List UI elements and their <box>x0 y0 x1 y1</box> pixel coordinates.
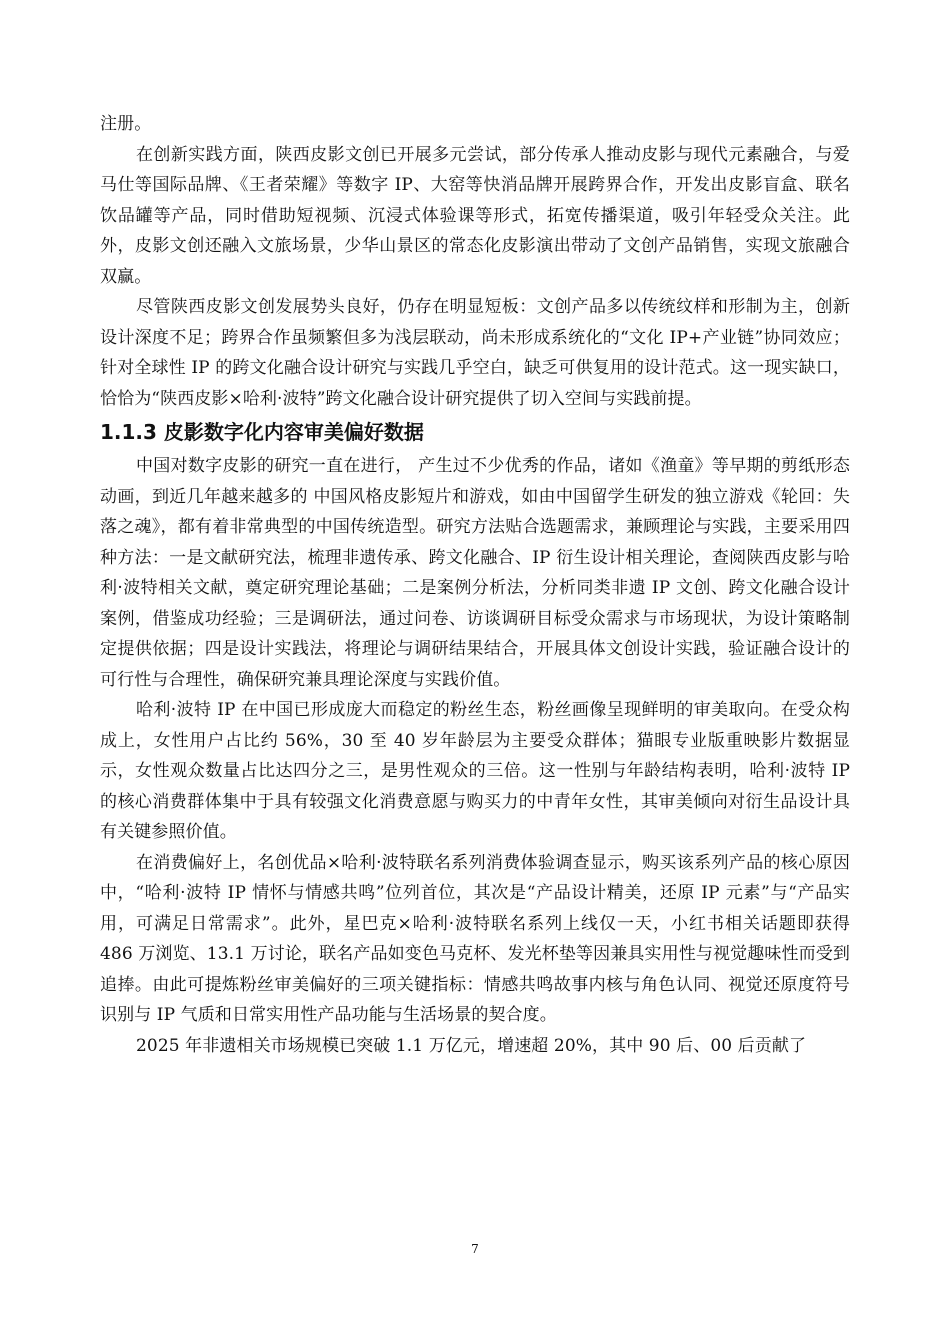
paragraph-market-size: 2025 年非遗相关市场规模已突破 1.1 万亿元，增速超 20%，其中 90 后、00 后贡献了 <box>136 1035 807 1056</box>
paragraph-innovation-practice: 在创新实践方面，陕西皮影文创已开展多元尝试，部分传承人推动皮影与现代元素融合，与爱马仕等国际品牌、《王者荣耀》等数字 IP、大窑等快消品牌开展跨界合作，开发出皮影盲盒、联名饮品罐等产品，同时借助短视频、沉浸式体验课等形式，拓宽传播渠道，吸引年轻受众关注。此外，皮影文创还融入文旅场景，少华山景区的常态化皮影演出带动了文创产品销售，实现文旅融合双赢。 <box>100 144 850 287</box>
paragraph-research-methods: 中国对数字皮影的研究一直在进行， 产生过不少优秀的作品，诸如《渔童》等早期的剪纸形态动画，到近几年越来越多的 中国风格皮影短片和游戏，如由中国留学生研发的独立游戏《轮回：失落之魂》，都有着非常典型的中国传统造型。研究方法贴合选题需求，兼顾理论与实践，主要采用四种方法：一是文献研究法，梳理非遗传承、跨文化融合、IP 衍生设计相关理论，查阅陕西皮影与哈利·波特相关文献，奠定研究理论基础；二是案例分析法，分析同类非遗 IP 文创、跨文化融合设计案例，借鉴成功经验；三是调研法，通过问卷、访谈调研目标受众需求与市场现状，为设计策略制定提供依据；四是设计实践法，将理论与调研结果结合，开展具体文创设计实践，验证融合设计的可行性与合理性，确保研究兼具理论深度与实践价值。 <box>100 456 850 690</box>
paragraph-shortcomings: 尽管陕西皮影文创发展势头良好，仍存在明显短板：文创产品多以传统纹样和形制为主，创新设计深度不足；跨界合作虽频繁但多为浅层联动，尚未形成系统化的“文化 IP+产业链”协同效应；针对全球性 IP 的跨文化融合设计研究与实践几乎空白，缺乏可供复用的设计范式。这一现实缺口，恰恰为“陕西皮影×哈利·波特”跨文化融合设计研究提供了切入空间与实践前提。 <box>100 297 850 409</box>
paragraph-fan-demographics: 哈利·波特 IP 在中国已形成庞大而稳定的粉丝生态，粉丝画像呈现鲜明的审美取向。在受众构成上，女性用户占比约 56%，30 至 40 岁年龄层为主要受众群体；猫眼专业版重映影片数据显示，女性观众数量占比达四分之三，是男性观众的三倍。这一性别与年龄结构表明，哈利·波特 IP 的核心消费群体集中于具有较强文化消费意愿与购买力的中青年女性，其审美倾向对衍生品设计具有关键参照价值。 <box>100 700 850 842</box>
section-heading: 1.1.3 皮影数字化内容审美偏好数据 <box>100 420 424 444</box>
page-number: 7 <box>471 1242 479 1256</box>
paragraph-continuation: 注册。 <box>100 114 152 134</box>
paragraph-consumer-preferences: 在消费偏好上，名创优品×哈利·波特联名系列消费体验调查显示，购买该系列产品的核心原因中，“哈利·波特 IP 情怀与情感共鸣”位列首位，其次是“产品设计精美，还原 IP 元素”与“产品实用，可满足日常需求”。此外，星巴克×哈利·波特联名系列上线仅一天，小红书相关话题即获得 486 万浏览、13.1 万讨论，联名产品如变色马克杯、发光杯垫等因兼具实用性与视觉趣味性而受到追捧。由此可提炼粉丝审美偏好的三项关键指标：情感共鸣故事内核与角色认同、视觉还原度符号识别与 IP 气质和日常实用性产品功能与生活场景的契合度。 <box>100 852 850 1025</box>
